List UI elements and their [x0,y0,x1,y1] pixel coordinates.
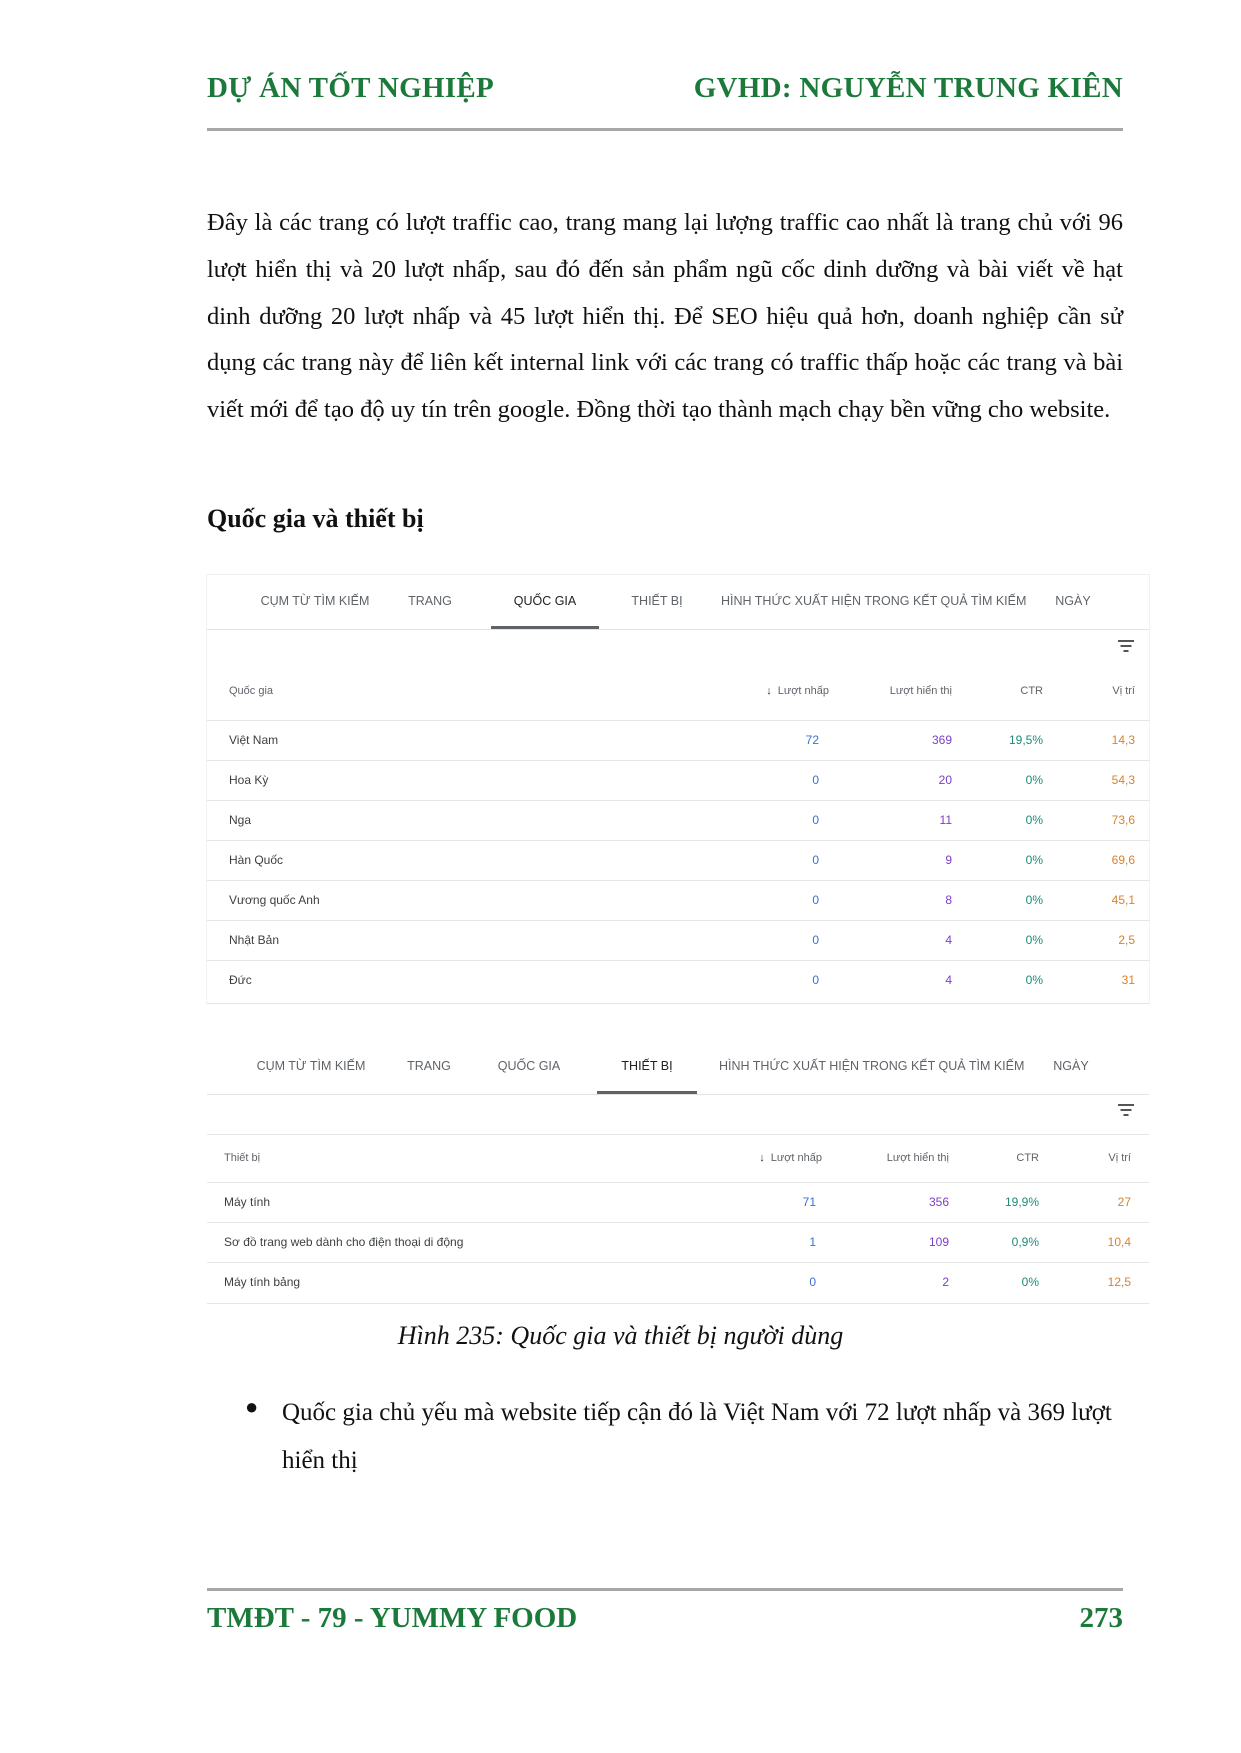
column-header-clicks[interactable] [759,1152,822,1164]
tab-queries[interactable]: CỤM TỪ TÌM KIẾM [256,1059,366,1073]
column-header-ctr[interactable]: CTR [1020,685,1043,697]
table-row[interactable] [207,1182,1149,1223]
page-number: 273 [1079,1602,1123,1634]
row-impressions: 20 [938,773,952,787]
row-clicks: 72 [805,733,819,747]
row-position: 73,6 [1111,813,1135,827]
column-header-position[interactable]: Vị trí [1108,1152,1131,1164]
tab-dates[interactable]: NGÀY [1055,594,1091,608]
tab-countries[interactable]: QUỐC GIA [497,1059,561,1073]
column-header-position[interactable]: Vị trí [1112,685,1135,697]
row-name: Hàn Quốc [229,853,284,867]
row-ctr: 0% [1025,853,1043,867]
row-impressions: 8 [945,893,952,907]
row-position: 69,6 [1111,853,1135,867]
row-impressions: 109 [928,1235,949,1249]
tab-queries[interactable]: CỤM TỪ TÌM KIẾM [260,594,370,608]
row-position: 54,3 [1111,773,1135,787]
report-tab-bar [207,575,1149,630]
row-ctr: 0% [1025,773,1043,787]
table-row[interactable] [207,1262,1149,1304]
row-position: 45,1 [1111,893,1135,907]
report-tab-bar [207,1040,1149,1095]
header-divider [207,128,1123,131]
tab-search-appearance[interactable]: HÌNH THỨC XUẤT HIỆN TRONG KẾT QUẢ TÌM KIẾM [719,1059,1025,1073]
tab-pages[interactable]: TRANG [408,594,452,608]
table-row[interactable] [207,840,1149,881]
table-header [207,1152,1149,1178]
footer-project: TMĐT - 79 - YUMMY FOOD [207,1602,578,1634]
row-clicks: 0 [809,1275,816,1289]
row-position: 27 [1117,1195,1131,1209]
row-ctr: 0% [1021,1275,1039,1289]
row-clicks: 71 [802,1195,816,1209]
row-ctr: 0% [1025,893,1043,907]
header-project-title: DỰ ÁN TỐT NGHIỆP [207,72,495,104]
column-header-clicks-label: Lượt nhấp [777,685,829,697]
country-report-screenshot [207,575,1149,1003]
row-name: Đức [229,973,252,987]
column-header-impressions[interactable]: Lượt hiển thị [889,685,952,697]
row-name: Máy tính [224,1195,271,1209]
table-row[interactable] [207,880,1149,921]
row-ctr: 0% [1025,813,1043,827]
header-supervisor: GVHD: NGUYỄN TRUNG KIÊN [693,72,1123,104]
row-impressions: 4 [945,933,952,947]
row-clicks: 0 [812,813,819,827]
column-header-country[interactable]: Quốc gia [229,685,274,697]
footer-divider [207,1588,1123,1591]
row-impressions: 369 [931,733,952,747]
column-header-clicks[interactable] [766,685,829,697]
row-name: Hoa Kỳ [229,773,269,787]
row-name: Vương quốc Anh [229,893,320,907]
row-position: 2,5 [1118,933,1135,947]
row-ctr: 19,5% [1008,733,1043,747]
row-impressions: 2 [942,1275,949,1289]
table-row[interactable] [207,800,1149,841]
table-header [207,685,1149,711]
row-clicks: 0 [812,933,819,947]
figure-caption: Hình 235: Quốc gia và thiết bị người dùng [397,1321,844,1350]
tab-search-appearance[interactable]: HÌNH THỨC XUẤT HIỆN TRONG KẾT QUẢ TÌM KIẾM [721,594,1027,608]
row-position: 12,5 [1107,1275,1131,1289]
row-clicks: 0 [812,773,819,787]
column-header-ctr[interactable]: CTR [1016,1152,1039,1164]
tab-devices[interactable]: THIẾT BỊ [597,1040,697,1094]
row-position: 10,4 [1107,1235,1131,1249]
row-position: 31 [1121,973,1135,987]
tab-pages[interactable]: TRANG [407,1059,451,1073]
table-row[interactable] [207,1222,1149,1263]
row-name: Máy tính bảng [224,1275,301,1289]
row-name: Nga [229,813,252,827]
bullet-item: Quốc gia chủ yếu mà website tiếp cận đó là Việt Nam với 72 lượt nhấp và 369 lượt hiển thị [282,1399,1112,1474]
table-row[interactable] [207,720,1149,761]
page-header [207,72,1123,112]
row-ctr: 0,9% [1011,1235,1039,1249]
page-footer [207,1602,1123,1635]
tab-dates[interactable]: NGÀY [1053,1059,1089,1073]
row-ctr: 19,9% [1004,1195,1039,1209]
table-row[interactable] [207,920,1149,961]
filter-icon[interactable] [1117,640,1135,654]
column-header-impressions[interactable]: Lượt hiển thị [886,1152,949,1164]
row-name: Việt Nam [229,733,279,747]
body-paragraph: Đây là các trang có lượt traffic cao, trang mang lại lượng traffic cao nhất là trang chủ với 96 lượt hiển thị và 20 lượt nhấp, sau đó đến sản phẩm ngũ cốc dinh dưỡng và bài viết về hạt dinh dưỡng 20 lượt nhấp và 45 lượt hiển thị. Để SEO hiệu quả hơn, doanh nghiệp cần sử dụng các trang này để liên kết internal link với các trang có traffic thấp hoặc các trang và bài viết mới để tạo độ uy tín trên google. Đồng thời tạo thành mạch chạy bền vững cho website. [207,209,1123,424]
tab-countries[interactable]: QUỐC GIA [491,575,599,629]
bullet-dot-icon: ● [245,1394,259,1419]
table-row[interactable] [207,760,1149,801]
column-header-clicks-label: Lượt nhấp [770,1152,822,1164]
section-heading: Quốc gia và thiết bị [207,504,424,533]
row-name: Nhật Bản [229,933,280,947]
row-impressions: 9 [945,853,952,867]
device-report-screenshot [207,1040,1149,1304]
tab-devices[interactable]: THIẾT BỊ [631,594,683,608]
row-clicks: 0 [812,853,819,867]
row-impressions: 356 [928,1195,949,1209]
filter-icon[interactable] [1117,1104,1135,1118]
sort-down-arrow-icon: ↓ [759,1152,765,1164]
row-clicks: 0 [812,893,819,907]
table-row[interactable] [207,960,1149,1004]
toolbar-divider [207,1134,1149,1135]
sort-down-arrow-icon: ↓ [766,685,772,697]
row-name: Sơ đồ trang web dành cho điện thoại di động [224,1235,464,1249]
column-header-device[interactable]: Thiết bị [224,1152,261,1164]
row-impressions: 11 [939,813,952,827]
row-ctr: 0% [1025,973,1043,987]
row-impressions: 4 [945,973,952,987]
row-position: 14,3 [1111,733,1135,747]
row-clicks: 0 [812,973,819,987]
row-ctr: 0% [1025,933,1043,947]
row-clicks: 1 [809,1235,816,1249]
